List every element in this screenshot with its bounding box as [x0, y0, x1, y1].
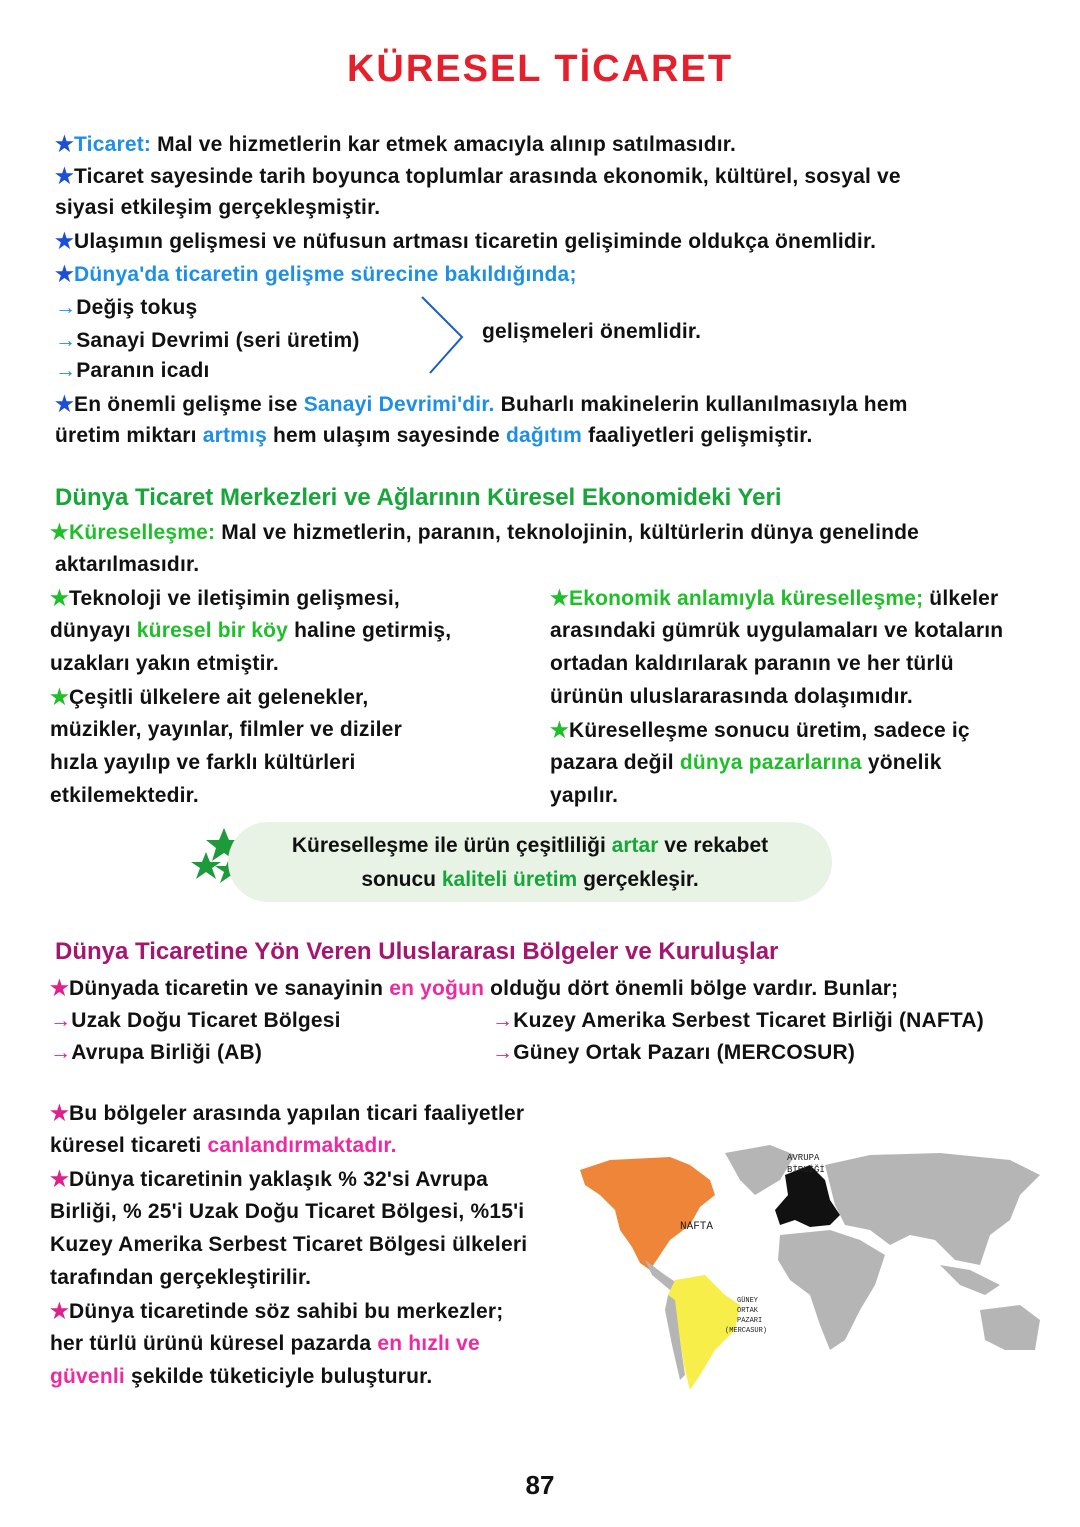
- text-run: yapılır.: [550, 784, 619, 807]
- text-run: en yoğun: [389, 977, 485, 1000]
- paragraph-line: [550, 718, 970, 743]
- text-run: Ticaret sayesinde tarih boyunca toplumlar arasında ekonomik, kültürel, sosyal ve: [74, 165, 901, 188]
- paragraph-line: [50, 976, 898, 1001]
- star-bullet-icon: ★: [50, 587, 70, 610]
- paragraph-line: [50, 1266, 311, 1290]
- africa-shape: [778, 1230, 885, 1350]
- text-run: uzakları yakın etmiştir.: [50, 652, 279, 675]
- paragraph-line: [550, 619, 1003, 643]
- text-run: Güney Ortak Pazarı (MERCOSUR): [513, 1041, 856, 1064]
- text-run: her türlü ürünü küresel pazarda: [50, 1332, 378, 1355]
- text-run: üretim miktarı: [55, 424, 203, 447]
- text-run: Sanayi Devrimi'dir.: [303, 393, 495, 416]
- paragraph-line: [50, 586, 400, 611]
- text-run: faaliyetleri gelişmiştir.: [582, 424, 813, 447]
- paragraph-line: [50, 1365, 432, 1389]
- callout-line: [228, 834, 832, 858]
- text-run: Avrupa Birliği (AB): [71, 1041, 263, 1064]
- map-label-mercosur: GÜNEY: [737, 1297, 759, 1305]
- text-run: yönelik: [861, 751, 942, 774]
- arrow-bullet-icon: →: [50, 1041, 72, 1064]
- text-run: güvenli: [50, 1365, 125, 1388]
- text-run: artmış: [202, 424, 267, 447]
- text-run: küresel bir köy: [136, 619, 289, 642]
- text-run: Küreselleşme ile ürün çeşitliliği: [291, 834, 612, 857]
- text-run: Sanayi Devrimi (seri üretim): [76, 329, 360, 352]
- text-run: ülkeler: [923, 587, 999, 610]
- text-run: hızla yayılıp ve farklı kültürleri: [50, 751, 356, 774]
- star-bullet-icon: ★: [50, 686, 70, 709]
- text-run: Dünya'da ticaretin gelişme sürecine bakıldığında;: [74, 263, 577, 286]
- text-run: arasındaki gümrük uygulamaları ve kotaların: [550, 619, 1004, 642]
- text-run: Teknoloji ve iletişimin gelişmesi,: [69, 587, 400, 610]
- paragraph-line: [55, 132, 736, 157]
- text-run: tarafından gerçekleştirilir.: [50, 1266, 312, 1289]
- text-run: dünyayı: [50, 619, 137, 642]
- australia-shape: [980, 1305, 1040, 1350]
- text-run: Bu bölgeler arasında yapılan ticari faaliyetler: [69, 1102, 525, 1125]
- text-run: Ticaret:: [74, 133, 158, 156]
- paragraph-line: [55, 262, 577, 287]
- text-run: müzikler, yayınlar, filmler ve diziler: [50, 718, 402, 741]
- list-item: [492, 1009, 984, 1033]
- greenland-shape: [725, 1145, 795, 1195]
- paragraph-line: [550, 685, 913, 709]
- page-number: 87: [525, 1470, 555, 1500]
- paragraph-line: [550, 784, 618, 808]
- arrow-bullet-icon: →: [55, 359, 77, 382]
- section-heading: Dünya Ticaret Merkezleri ve Ağlarının Küresel Ekonomideki Yeri: [55, 484, 782, 511]
- text-run: sonucu: [361, 868, 442, 891]
- text-run: Ekonomik anlamıyla küreselleşme;: [569, 587, 924, 610]
- text-run: artar: [611, 834, 659, 857]
- text-run: siyasi etkileşim gerçekleşmiştir.: [55, 196, 381, 219]
- text-run: Kuzey Amerika Serbest Ticaret Bölgesi ülkeleri: [50, 1233, 528, 1256]
- callout-line: [228, 868, 832, 892]
- text-run: ürünün uluslararasında dolaşımıdır.: [550, 685, 913, 708]
- list-item: [55, 329, 360, 353]
- nafta-region-shape: [580, 1157, 715, 1270]
- star-bullet-icon: ★: [55, 165, 75, 188]
- map-label-eu: AVRUPA: [787, 1153, 820, 1163]
- text-run: Dünyada ticaretin ve sanayinin: [69, 977, 390, 1000]
- text-run: gerçekleşir.: [577, 868, 699, 891]
- text-run: etkilemektedir.: [50, 784, 199, 807]
- text-run: dünya pazarlarına: [679, 751, 862, 774]
- paragraph-line: [50, 784, 199, 808]
- text-run: pazara değil: [550, 751, 680, 774]
- text-run: Küreselleşme:: [69, 521, 222, 544]
- map-label-mercosur: ORTAK: [737, 1307, 759, 1315]
- text-run: Kuzey Amerika Serbest Ticaret Birliği (NAFTA): [513, 1009, 984, 1032]
- paragraph-line: [50, 1200, 524, 1224]
- list-item: [50, 1041, 262, 1065]
- map-label-mercosur: (MERCASUR): [725, 1327, 768, 1335]
- paragraph-line: [50, 652, 279, 676]
- star-bullet-icon: ★: [50, 1168, 70, 1191]
- text-run: Paranın icadı: [76, 359, 210, 382]
- paragraph-line: [50, 1299, 503, 1324]
- paragraph-line: [50, 1167, 488, 1192]
- star-bullet-icon: ★: [50, 1102, 70, 1125]
- brace-chevron-icon: [418, 295, 468, 375]
- list-item: [55, 359, 210, 383]
- paragraph-line: [55, 164, 901, 189]
- list-item: [55, 296, 197, 320]
- text-run: Dünya ticaretinin yaklaşık % 32'si Avrupa: [69, 1168, 489, 1191]
- list-note: gelişmeleri önemlidir.: [482, 320, 702, 343]
- arrow-bullet-icon: →: [492, 1009, 514, 1032]
- map-label-mercosur: PAZARI: [737, 1317, 763, 1325]
- map-label-nafta: NAFTA: [680, 1221, 714, 1233]
- text-run: En önemli gelişme ise: [74, 393, 304, 416]
- text-run: Buharlı makinelerin kullanılmasıyla hem: [494, 393, 908, 416]
- text-run: Uzak Doğu Ticaret Bölgesi: [71, 1009, 341, 1032]
- star-bullet-icon: ★: [550, 719, 570, 742]
- paragraph-line: [50, 1332, 480, 1356]
- text-run: hem ulaşım sayesinde: [266, 424, 506, 447]
- text-run: ortadan kaldırılarak paranın ve her türlü: [550, 652, 954, 675]
- text-run: küresel ticareti: [50, 1134, 208, 1157]
- text-run: Çeşitli ülkelere ait gelenekler,: [69, 686, 369, 709]
- text-run: dağıtım: [505, 424, 583, 447]
- star-bullet-icon: ★: [50, 1300, 70, 1323]
- text-run: olduğu dört önemli bölge vardır. Bunlar;: [484, 977, 899, 1000]
- text-run: Değiş tokuş: [76, 296, 198, 319]
- paragraph-line: [550, 586, 998, 611]
- paragraph-line: [50, 1134, 397, 1158]
- map-label-eu: BİRLİĞİ: [787, 1165, 825, 1175]
- star-bullet-icon: ★: [55, 263, 75, 286]
- text-run: Küreselleşme sonucu üretim, sadece iç: [569, 719, 970, 742]
- paragraph-line: [50, 619, 451, 643]
- text-run: kaliteli üretim: [441, 868, 578, 891]
- paragraph-line: [50, 1101, 524, 1126]
- text-run: Birliği, % 25'i Uzak Doğu Ticaret Bölgesi, %15'i: [50, 1200, 525, 1223]
- list-item: [492, 1041, 855, 1065]
- text-run: canlandırmaktadır.: [207, 1134, 397, 1157]
- arrow-bullet-icon: →: [55, 329, 77, 352]
- paragraph-line: [50, 751, 356, 775]
- paragraph-line: [50, 718, 402, 742]
- text-run: ve rekabet: [658, 834, 769, 857]
- star-bullet-icon: ★: [55, 393, 75, 416]
- text-run: şekilde tüketiciyle buluşturur.: [124, 1365, 433, 1388]
- paragraph-line: [550, 751, 942, 775]
- star-bullet-icon: ★: [55, 230, 75, 253]
- arrow-bullet-icon: →: [50, 1009, 72, 1032]
- star-bullet-icon: ★: [55, 133, 75, 156]
- section-heading: Dünya Ticaretine Yön Veren Uluslararası Bölgeler ve Kuruluşlar: [55, 938, 779, 965]
- paragraph-line: [55, 424, 813, 448]
- text-run: Mal ve hizmetlerin kar etmek amacıyla alınıp satılmasıdır.: [157, 133, 737, 156]
- paragraph-line: [55, 196, 380, 220]
- page-title: KÜRESEL TİCARET: [346, 48, 734, 90]
- text-run: haline getirmiş,: [288, 619, 452, 642]
- text-run: Mal ve hizmetlerin, paranın, teknolojinin, kültürlerin dünya genelinde: [221, 521, 920, 544]
- paragraph-line: [50, 685, 368, 710]
- text-run: Dünya ticaretinde söz sahibi bu merkezler;: [69, 1300, 504, 1323]
- paragraph-line: [50, 1233, 527, 1257]
- callout-box: [228, 822, 832, 902]
- text-run: Ulaşımın gelişmesi ve nüfusun artması ticaretin gelişiminde oldukça önemlidir.: [74, 230, 877, 253]
- star-bullet-icon: ★: [50, 521, 70, 544]
- text-run: aktarılmasıdır.: [55, 553, 200, 576]
- star-bullet-icon: ★: [50, 977, 70, 1000]
- paragraph-line: [55, 392, 908, 417]
- paragraph-line: [550, 652, 954, 676]
- arrow-bullet-icon: →: [492, 1041, 514, 1064]
- star-bullet-icon: ★: [550, 587, 570, 610]
- paragraph-line: [55, 553, 199, 577]
- arrow-bullet-icon: →: [55, 296, 77, 319]
- text-run: en hızlı ve: [377, 1332, 480, 1355]
- world-map: [540, 1135, 1065, 1400]
- se-asia-shape: [940, 1265, 1000, 1295]
- paragraph-line: [50, 520, 919, 545]
- paragraph-line: [55, 229, 876, 254]
- list-item: [50, 1009, 341, 1033]
